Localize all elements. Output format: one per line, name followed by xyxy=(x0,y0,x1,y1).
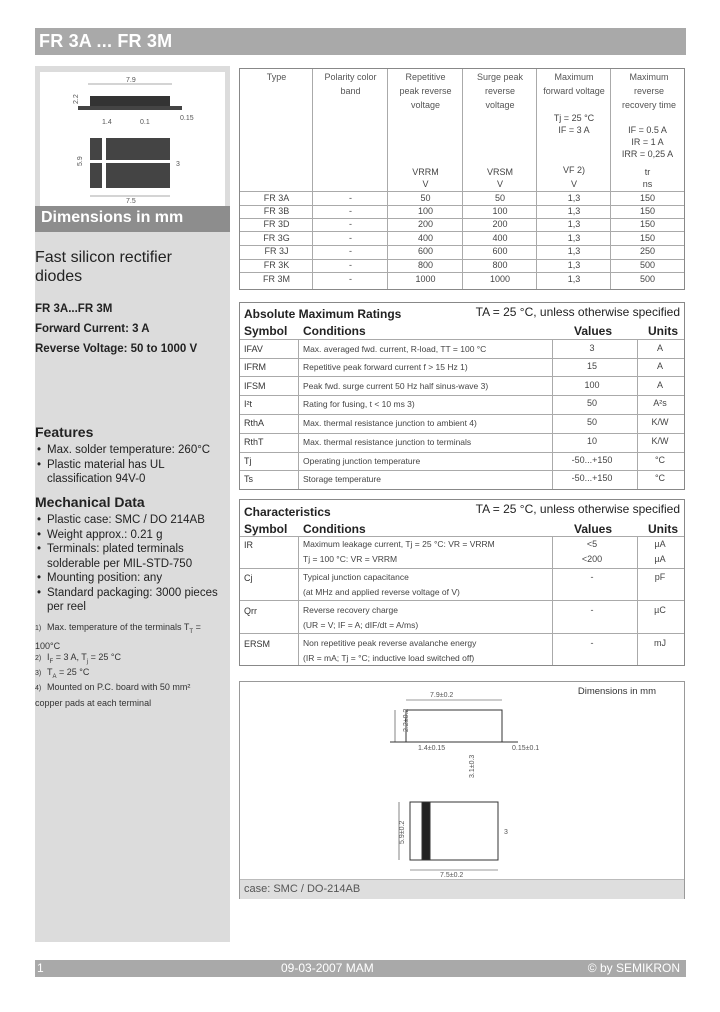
amr-symbol-header: Symbol xyxy=(244,324,288,338)
reverse-voltage: Reverse Voltage: 50 to 1000 V xyxy=(35,343,198,355)
package-drawing xyxy=(239,681,685,899)
drawing-p1: 1.4±0.15 xyxy=(418,745,446,752)
page-title: FR 3A ... FR 3M xyxy=(39,31,173,51)
trr-cond-1: IF = 0.5 A xyxy=(628,125,667,135)
drawing-w2: 7.5±0.2 xyxy=(440,872,464,878)
ch-condition: TA = 25 °C, unless otherwise specified xyxy=(475,502,680,516)
features-heading: Features xyxy=(35,424,94,440)
vf-cond-1: Tj = 25 °C xyxy=(553,113,595,123)
dim-l2: 0.1 xyxy=(140,119,150,126)
trr-cond-2: IR = 1 A xyxy=(631,137,664,147)
vf-cond-2: IF = 3 A xyxy=(558,125,590,135)
symbol-vf: VF 2) xyxy=(562,165,585,175)
ch-symbol-header: Symbol xyxy=(244,522,288,536)
mech-item: • Weight approx.: 0.21 g xyxy=(35,528,229,543)
trr-cond-3: IRR = 0,25 A xyxy=(621,149,674,159)
footnote-2: 2) $I_F = 3$ A, $T_j = 25$ °C xyxy=(35,652,122,665)
dim-h-mid: 5.9 xyxy=(77,156,84,166)
dimension-caption: Dimensions in mm xyxy=(41,209,184,226)
amr-title: Absolute Maximum Ratings xyxy=(244,307,402,321)
characteristics-table: Characteristics TA = 25 °C, unless otherwise specified Symbol Conditions Values Units IR Maximum leakage current, Tj = 25 °C: VR = VRRM <5 µA Tj = 100 °C: VR = VRRM <200 µA Cj Typical junction capacitance - pF (at MHz and applied reverse voltage of V) Qrr Reverse recovery charge - µC (UR = V; IF = A; dIF/dt = A/ms) ERSM Non repetitive peak reverse avalanche energy - mJ (IR = mA; Tj = °C; inductive load switched off) xyxy=(239,499,685,666)
drawing-h2: 5.9±0.2 xyxy=(399,820,406,844)
amr-values-header: Values xyxy=(574,324,613,338)
product-range: FR 3A...FR 3M xyxy=(35,303,113,315)
unit-vrrm: V xyxy=(422,179,429,189)
ch-units-header: Units xyxy=(648,522,678,536)
features-list xyxy=(35,443,227,487)
dim-h-top: 2.2 xyxy=(73,94,80,104)
type-table: Type Polarity color band Repetitive peak reverse voltage Surge peak reverse voltage Maximum forward voltage Maximum reverse recovery time Tj = 25 °C IF = 3 A IF = 0.5 A IR = 1 A IRR = 0,25 A VRRM VRSM VF 2) tr V V V ns FR 3A - 50 50 1,3 150 FR 3B - 100 100 1,3 150 FR 3D - 200 200 1,3 150 FR 3G - 400 400 1,3 150 FR 3J - 600 600 1,3 250 FR 3K - 800 800 1,3 500 FR 3M - 1000 1000 1,3 500 xyxy=(239,68,685,290)
dim-w-bot: 7.5 xyxy=(126,198,136,205)
dim-l1: 1.4 xyxy=(102,119,112,126)
forward-current: Forward Current: 3 A xyxy=(35,323,150,335)
dim-h-right: 3 xyxy=(176,161,180,168)
symbol-vrrm: VRRM xyxy=(412,167,439,177)
mech-item: • Plastic case: SMC / DO 214AB xyxy=(35,513,229,528)
dimension-panel xyxy=(35,66,230,232)
mech-item: • Mounting position: any xyxy=(35,571,229,586)
drawing-t: 3 xyxy=(504,829,508,836)
amr-units-header: Units xyxy=(648,324,678,338)
footnote-3: 3) $T_A = 25$ °C xyxy=(35,667,90,680)
unit-vrsm: V xyxy=(496,179,503,189)
footnote-1: 1) Max. temperature of the terminals $T_T = 100^\circ C$ xyxy=(35,622,201,651)
amr-conditions-header: Conditions xyxy=(303,324,366,338)
case-bar xyxy=(240,879,684,899)
symbol-tr: tr xyxy=(644,167,651,177)
amr-condition: TA = 25 °C, unless otherwise specified xyxy=(475,305,680,319)
feature-item: • Plastic material has UL classification 94V-0 xyxy=(35,458,227,487)
drawing-h: 2.2±0.2 xyxy=(403,708,410,732)
col-header-vf: Maximum forward voltage xyxy=(543,72,605,96)
col-header-polarity: Polarity color band xyxy=(324,72,377,96)
mech-item: • Standard packaging: 3000 pieces per reel xyxy=(35,586,229,615)
ch-values-header: Values xyxy=(574,522,613,536)
footer-bar xyxy=(35,960,686,977)
left-column xyxy=(35,66,230,942)
unit-vf: V xyxy=(570,179,577,189)
title-bar xyxy=(35,28,686,55)
dimension-drawing xyxy=(40,72,225,206)
dim-w-top: 7.9 xyxy=(126,77,136,84)
package-drawing-svg xyxy=(240,682,684,878)
dim-l3: 0.15 xyxy=(180,115,194,122)
drawing-w: 7.9±0.2 xyxy=(430,692,454,699)
mechanical-heading: Mechanical Data xyxy=(35,494,145,510)
footnote-4: 4) Mounted on P.C. board with 50 mm² copper pads at each terminal xyxy=(35,682,191,708)
col-header-trr: Maximum reverse recovery time xyxy=(621,72,676,110)
drawing-p2: 0.15±0.1 xyxy=(512,745,540,752)
footer-copyright: © by SEMIKRON xyxy=(587,961,680,975)
mechanical-list xyxy=(35,513,229,615)
col-header-vrrm: Repetitive peak reverse voltage xyxy=(399,72,452,110)
page-number: 1 xyxy=(37,961,44,975)
unit-tr: ns xyxy=(642,179,653,189)
drawing-p3: 3.1±0.3 xyxy=(469,754,476,778)
absolute-max-ratings-table: Absolute Maximum Ratings TA = 25 °C, unless otherwise specified Symbol Conditions Values Units IFAV Max. averaged fwd. current, R-load, TT = 100 °C 3 A IFRM Repetitive peak forward current f > 15 Hz 1) 15 A IFSM Peak fwd. surge current 50 Hz half sinus-wave 3) 100 A I²t Rating for fusing, t < 10 ms 3) 50 A²s RthA Max. thermal resistance junction to ambient 4) 50 K/W RthT Max. thermal resistance junction to terminals 10 K/W Tj Operating junction temperature -50...+150 °C Ts Storage temperature -50...+150 °C xyxy=(239,302,685,490)
package-outline-drawing xyxy=(40,72,225,206)
col-header-type: Type xyxy=(266,72,287,82)
case-label: case: SMC / DO-214AB xyxy=(244,883,361,895)
symbol-vrsm: VRSM xyxy=(486,167,513,177)
ch-conditions-header: Conditions xyxy=(303,522,366,536)
feature-item: • Max. solder temperature: 260°C xyxy=(35,443,227,458)
ch-title: Characteristics xyxy=(244,505,331,519)
drawing-caption: Dimensions in mm xyxy=(577,686,656,697)
product-title: Fast silicon rectifier diodes xyxy=(35,249,172,285)
col-header-vrsm: Surge peak reverse voltage xyxy=(476,72,524,110)
mech-item: • Terminals: plated terminals solderable per MIL-STD-750 xyxy=(35,542,229,571)
footer-date: 09-03-2007 MAM xyxy=(281,961,374,975)
